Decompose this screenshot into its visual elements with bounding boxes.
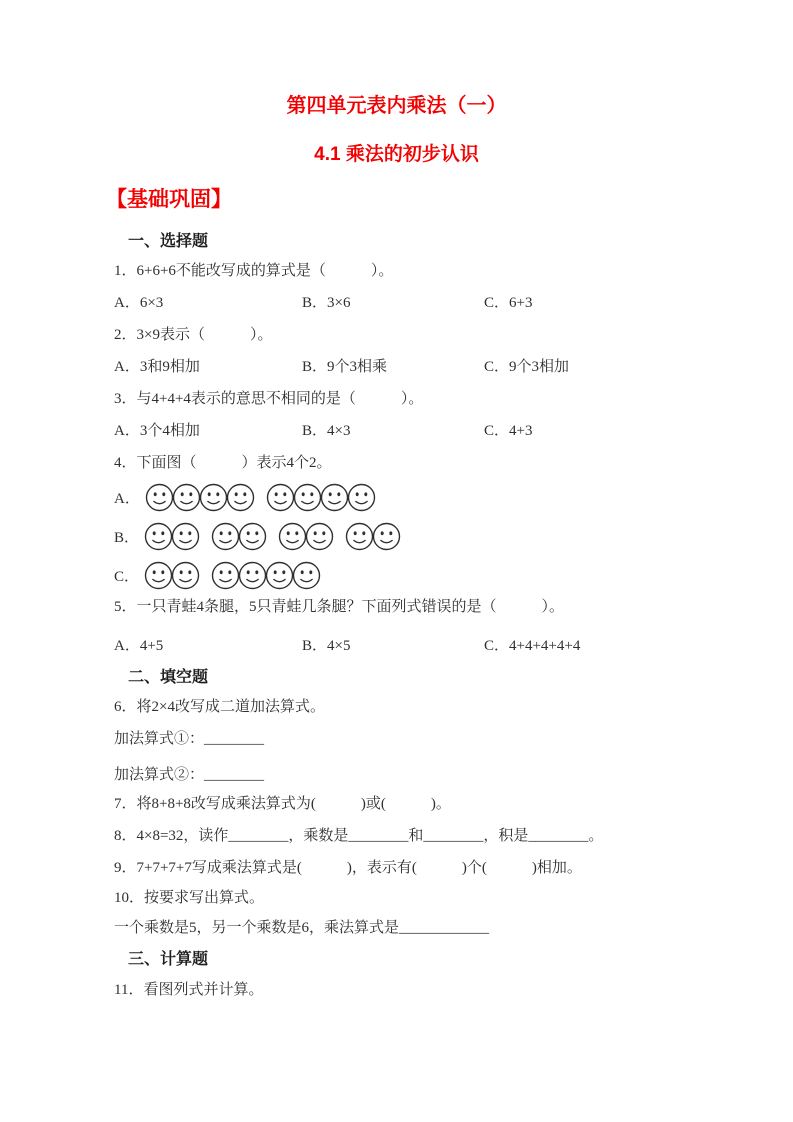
section-header-calc: 三、计算题 bbox=[128, 951, 209, 968]
smiley-groups bbox=[145, 483, 374, 512]
question-6-text: 6．将2×4改写成二道加法算式。 bbox=[114, 699, 325, 715]
smiley-group bbox=[211, 522, 265, 551]
smiley-group bbox=[345, 522, 399, 551]
smiley-group bbox=[278, 522, 332, 551]
option-label: B． bbox=[114, 530, 140, 546]
smiley-face-icon bbox=[238, 522, 267, 551]
question-1-option-b: B．3×6 bbox=[302, 295, 351, 311]
option-label: A． bbox=[114, 491, 140, 507]
question-5-option-b: B．4×5 bbox=[302, 638, 351, 654]
question-2-option-a: A．3和9相加 bbox=[114, 359, 200, 375]
page-title: 第四单元表内乘法（一） bbox=[286, 95, 507, 117]
smiley-face-icon bbox=[144, 522, 173, 551]
smiley-face-icon bbox=[211, 561, 240, 590]
smiley-face-icon bbox=[226, 483, 255, 512]
question-2-option-c: C．9个3相加 bbox=[484, 359, 570, 375]
question-3-text: 3．与4+4+4表示的意思不相同的是（ ）。 bbox=[114, 391, 424, 407]
question-10-line-2: 一个乘数是5，另一个乘数是6，乘法算式是____________ bbox=[114, 920, 490, 936]
question-2-text: 2．3×9表示（ ）。 bbox=[114, 327, 273, 343]
question-3-option-c: C．4+3 bbox=[484, 423, 533, 439]
question-1-options bbox=[114, 295, 793, 312]
smiley-face-icon bbox=[345, 522, 374, 551]
question-11-text: 11．看图列式并计算。 bbox=[114, 982, 264, 998]
smiley-face-icon bbox=[144, 561, 173, 590]
section-badge: 【基础巩固】 bbox=[106, 188, 232, 211]
question-7-text: 7．将8+8+8改写成乘法算式为( )或( )。 bbox=[114, 796, 451, 812]
smiley-group bbox=[144, 561, 198, 590]
smiley-group bbox=[145, 483, 253, 512]
page-subtitle: 4.1 乘法的初步认识 bbox=[314, 144, 479, 165]
smiley-face-icon bbox=[172, 483, 201, 512]
question-1-option-c: C．6+3 bbox=[484, 295, 533, 311]
question-2-option-b: B．9个3相乘 bbox=[302, 359, 388, 375]
question-6-blank-1: 加法算式①：________ bbox=[114, 731, 265, 747]
question-5-option-a: A．4+5 bbox=[114, 638, 164, 654]
section-header-fill: 二、填空题 bbox=[128, 669, 209, 686]
smiley-face-icon bbox=[305, 522, 334, 551]
smiley-face-icon bbox=[145, 483, 174, 512]
smiley-group bbox=[266, 483, 374, 512]
question-2-options bbox=[114, 359, 793, 376]
section-header-choice: 一、选择题 bbox=[128, 233, 209, 250]
smiley-groups bbox=[144, 522, 399, 551]
question-5-option-c: C．4+4+4+4+4 bbox=[484, 638, 581, 654]
smiley-face-icon bbox=[320, 483, 349, 512]
question-1-text: 1．6+6+6不能改写成的算式是（ ）。 bbox=[114, 263, 394, 279]
smiley-face-icon bbox=[171, 561, 200, 590]
smiley-face-icon bbox=[265, 561, 294, 590]
smiley-face-icon bbox=[278, 522, 307, 551]
question-5-options bbox=[114, 638, 793, 655]
option-label: C． bbox=[114, 569, 140, 585]
question-10-text: 10．按要求写出算式。 bbox=[114, 890, 265, 906]
question-5-text: 5．一只青蛙4条腿，5只青蛙几条腿？下面列式错误的是（ ）。 bbox=[114, 599, 565, 615]
smiley-face-icon bbox=[199, 483, 228, 512]
question-4-option-c bbox=[114, 560, 793, 591]
smiley-face-icon bbox=[211, 522, 240, 551]
smiley-face-icon bbox=[171, 522, 200, 551]
question-6-blank-2: 加法算式②：________ bbox=[114, 767, 265, 783]
smiley-face-icon bbox=[266, 483, 295, 512]
smiley-face-icon bbox=[292, 561, 321, 590]
question-1-option-a: A．6×3 bbox=[114, 295, 164, 311]
question-3-option-a: A．3个4相加 bbox=[114, 423, 200, 439]
smiley-group bbox=[144, 522, 198, 551]
question-3-options bbox=[114, 423, 793, 440]
smiley-group bbox=[211, 561, 319, 590]
smiley-face-icon bbox=[347, 483, 376, 512]
question-4-text: 4．下面图（ ）表示4个2。 bbox=[114, 455, 332, 471]
smiley-face-icon bbox=[372, 522, 401, 551]
question-8-text: 8．4×8=32，读作________，乘数是________和________，积是________。 bbox=[114, 828, 604, 844]
question-3-option-b: B．4×3 bbox=[302, 423, 351, 439]
question-4-option-b bbox=[114, 521, 793, 552]
smiley-groups bbox=[144, 561, 319, 590]
question-9-text: 9．7+7+7+7写成乘法算式是( )，表示有( )个( )相加。 bbox=[114, 860, 582, 876]
question-4-option-a bbox=[114, 482, 793, 513]
smiley-face-icon bbox=[293, 483, 322, 512]
smiley-face-icon bbox=[238, 561, 267, 590]
